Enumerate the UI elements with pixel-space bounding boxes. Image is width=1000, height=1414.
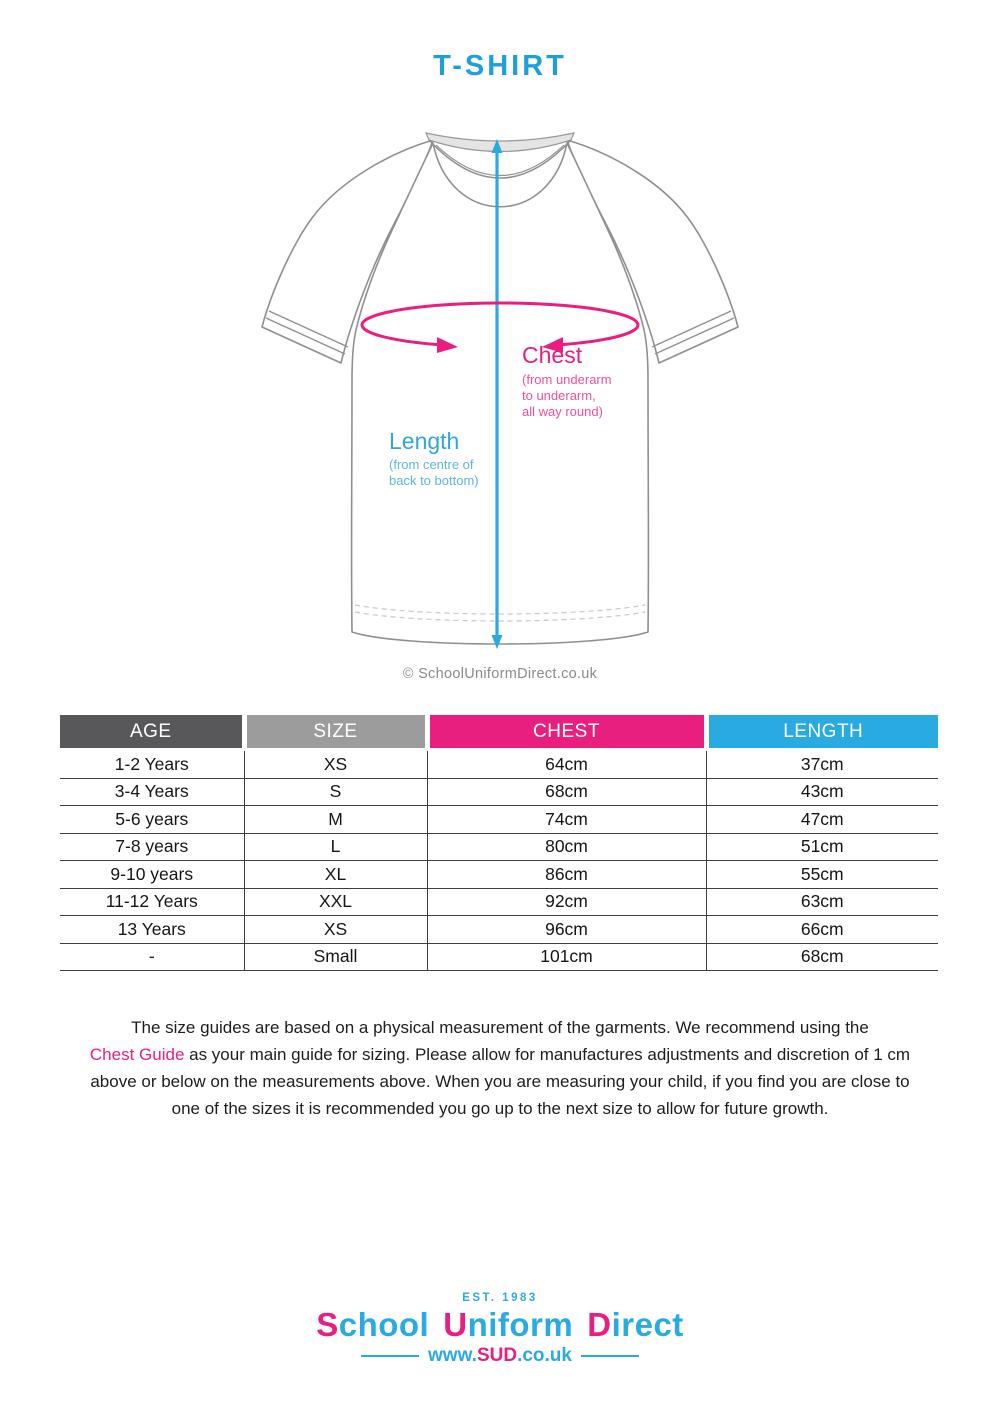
table-cell: 55cm	[706, 861, 938, 889]
table-cell: Small	[244, 943, 427, 971]
website-url: www.SUD.co.uk	[0, 1345, 1000, 1367]
table-row	[60, 888, 938, 916]
chest-guide-link: Chest Guide	[89, 1045, 185, 1064]
chest-sublabel: (from underarm to underarm, all way round)	[522, 372, 612, 419]
table-row	[60, 833, 938, 861]
table-cell: XS	[244, 750, 427, 779]
header-age: AGE	[60, 715, 244, 750]
table-cell: 47cm	[706, 806, 938, 834]
table-cell: 51cm	[706, 833, 938, 861]
table-cell: 43cm	[706, 778, 938, 806]
table-cell: XS	[244, 916, 427, 944]
copyright-text: © SchoolUniformDirect.co.uk	[402, 666, 598, 682]
tshirt-diagram	[250, 110, 750, 670]
table-cell: 63cm	[706, 888, 938, 916]
length-label: Length	[389, 428, 460, 454]
chest-label: Chest	[522, 342, 583, 368]
table-cell: 68cm	[427, 778, 706, 806]
est-1983-text: EST. 1983	[462, 1292, 538, 1304]
table-cell: 68cm	[706, 943, 938, 971]
table-row	[60, 806, 938, 834]
table-row	[60, 861, 938, 889]
table-row	[60, 750, 938, 779]
table-cell: 9-10 years	[60, 861, 244, 889]
brand-footer	[0, 1292, 1000, 1367]
table-cell: 11-12 Years	[60, 888, 244, 916]
table-cell: M	[244, 806, 427, 834]
collar	[426, 133, 574, 178]
school-uniform-direct-logo: School Uniform Direct	[316, 1306, 684, 1343]
header-size: SIZE	[244, 715, 427, 750]
table-cell: S	[244, 778, 427, 806]
table-cell: 64cm	[427, 750, 706, 779]
page-title: T-SHIRT	[433, 50, 567, 82]
table-cell: 66cm	[706, 916, 938, 944]
tshirt-illustration	[250, 110, 750, 670]
table-cell: L	[244, 833, 427, 861]
table-row	[60, 943, 938, 971]
table-cell: 96cm	[427, 916, 706, 944]
table-cell: 3-4 Years	[60, 778, 244, 806]
table-cell: 13 Years	[60, 916, 244, 944]
table-cell: -	[60, 943, 244, 971]
sizing-note: The size guides are based on a physical measurement of the garments. We recommend using the Chest Guide as your main guide for sizing. Please allow for manufactures adjustments and discretion of 1 cm above or below on the measurements above. When you are measuring your child, if you find you are close to one of the sizes it is recommended you go up to the next size to allow for future growth.	[89, 1018, 911, 1118]
size-table-body	[60, 750, 938, 971]
table-cell: XL	[244, 861, 427, 889]
size-table-header-row	[60, 715, 938, 750]
table-cell: 7-8 years	[60, 833, 244, 861]
size-table	[60, 715, 938, 971]
table-cell: 37cm	[706, 750, 938, 779]
table-cell: 74cm	[427, 806, 706, 834]
url-right-rule	[581, 1355, 639, 1358]
table-cell: 92cm	[427, 888, 706, 916]
url-left-rule	[361, 1355, 419, 1358]
table-row	[60, 916, 938, 944]
table-row	[60, 778, 938, 806]
table-cell: 86cm	[427, 861, 706, 889]
table-cell: 101cm	[427, 943, 706, 971]
header-length: LENGTH	[706, 715, 938, 750]
header-chest: CHEST	[427, 715, 706, 750]
table-cell: 1-2 Years	[60, 750, 244, 779]
table-cell: 80cm	[427, 833, 706, 861]
table-cell: XXL	[244, 888, 427, 916]
table-cell: 5-6 years	[60, 806, 244, 834]
length-sublabel: (from centre of back to bottom)	[389, 457, 479, 488]
